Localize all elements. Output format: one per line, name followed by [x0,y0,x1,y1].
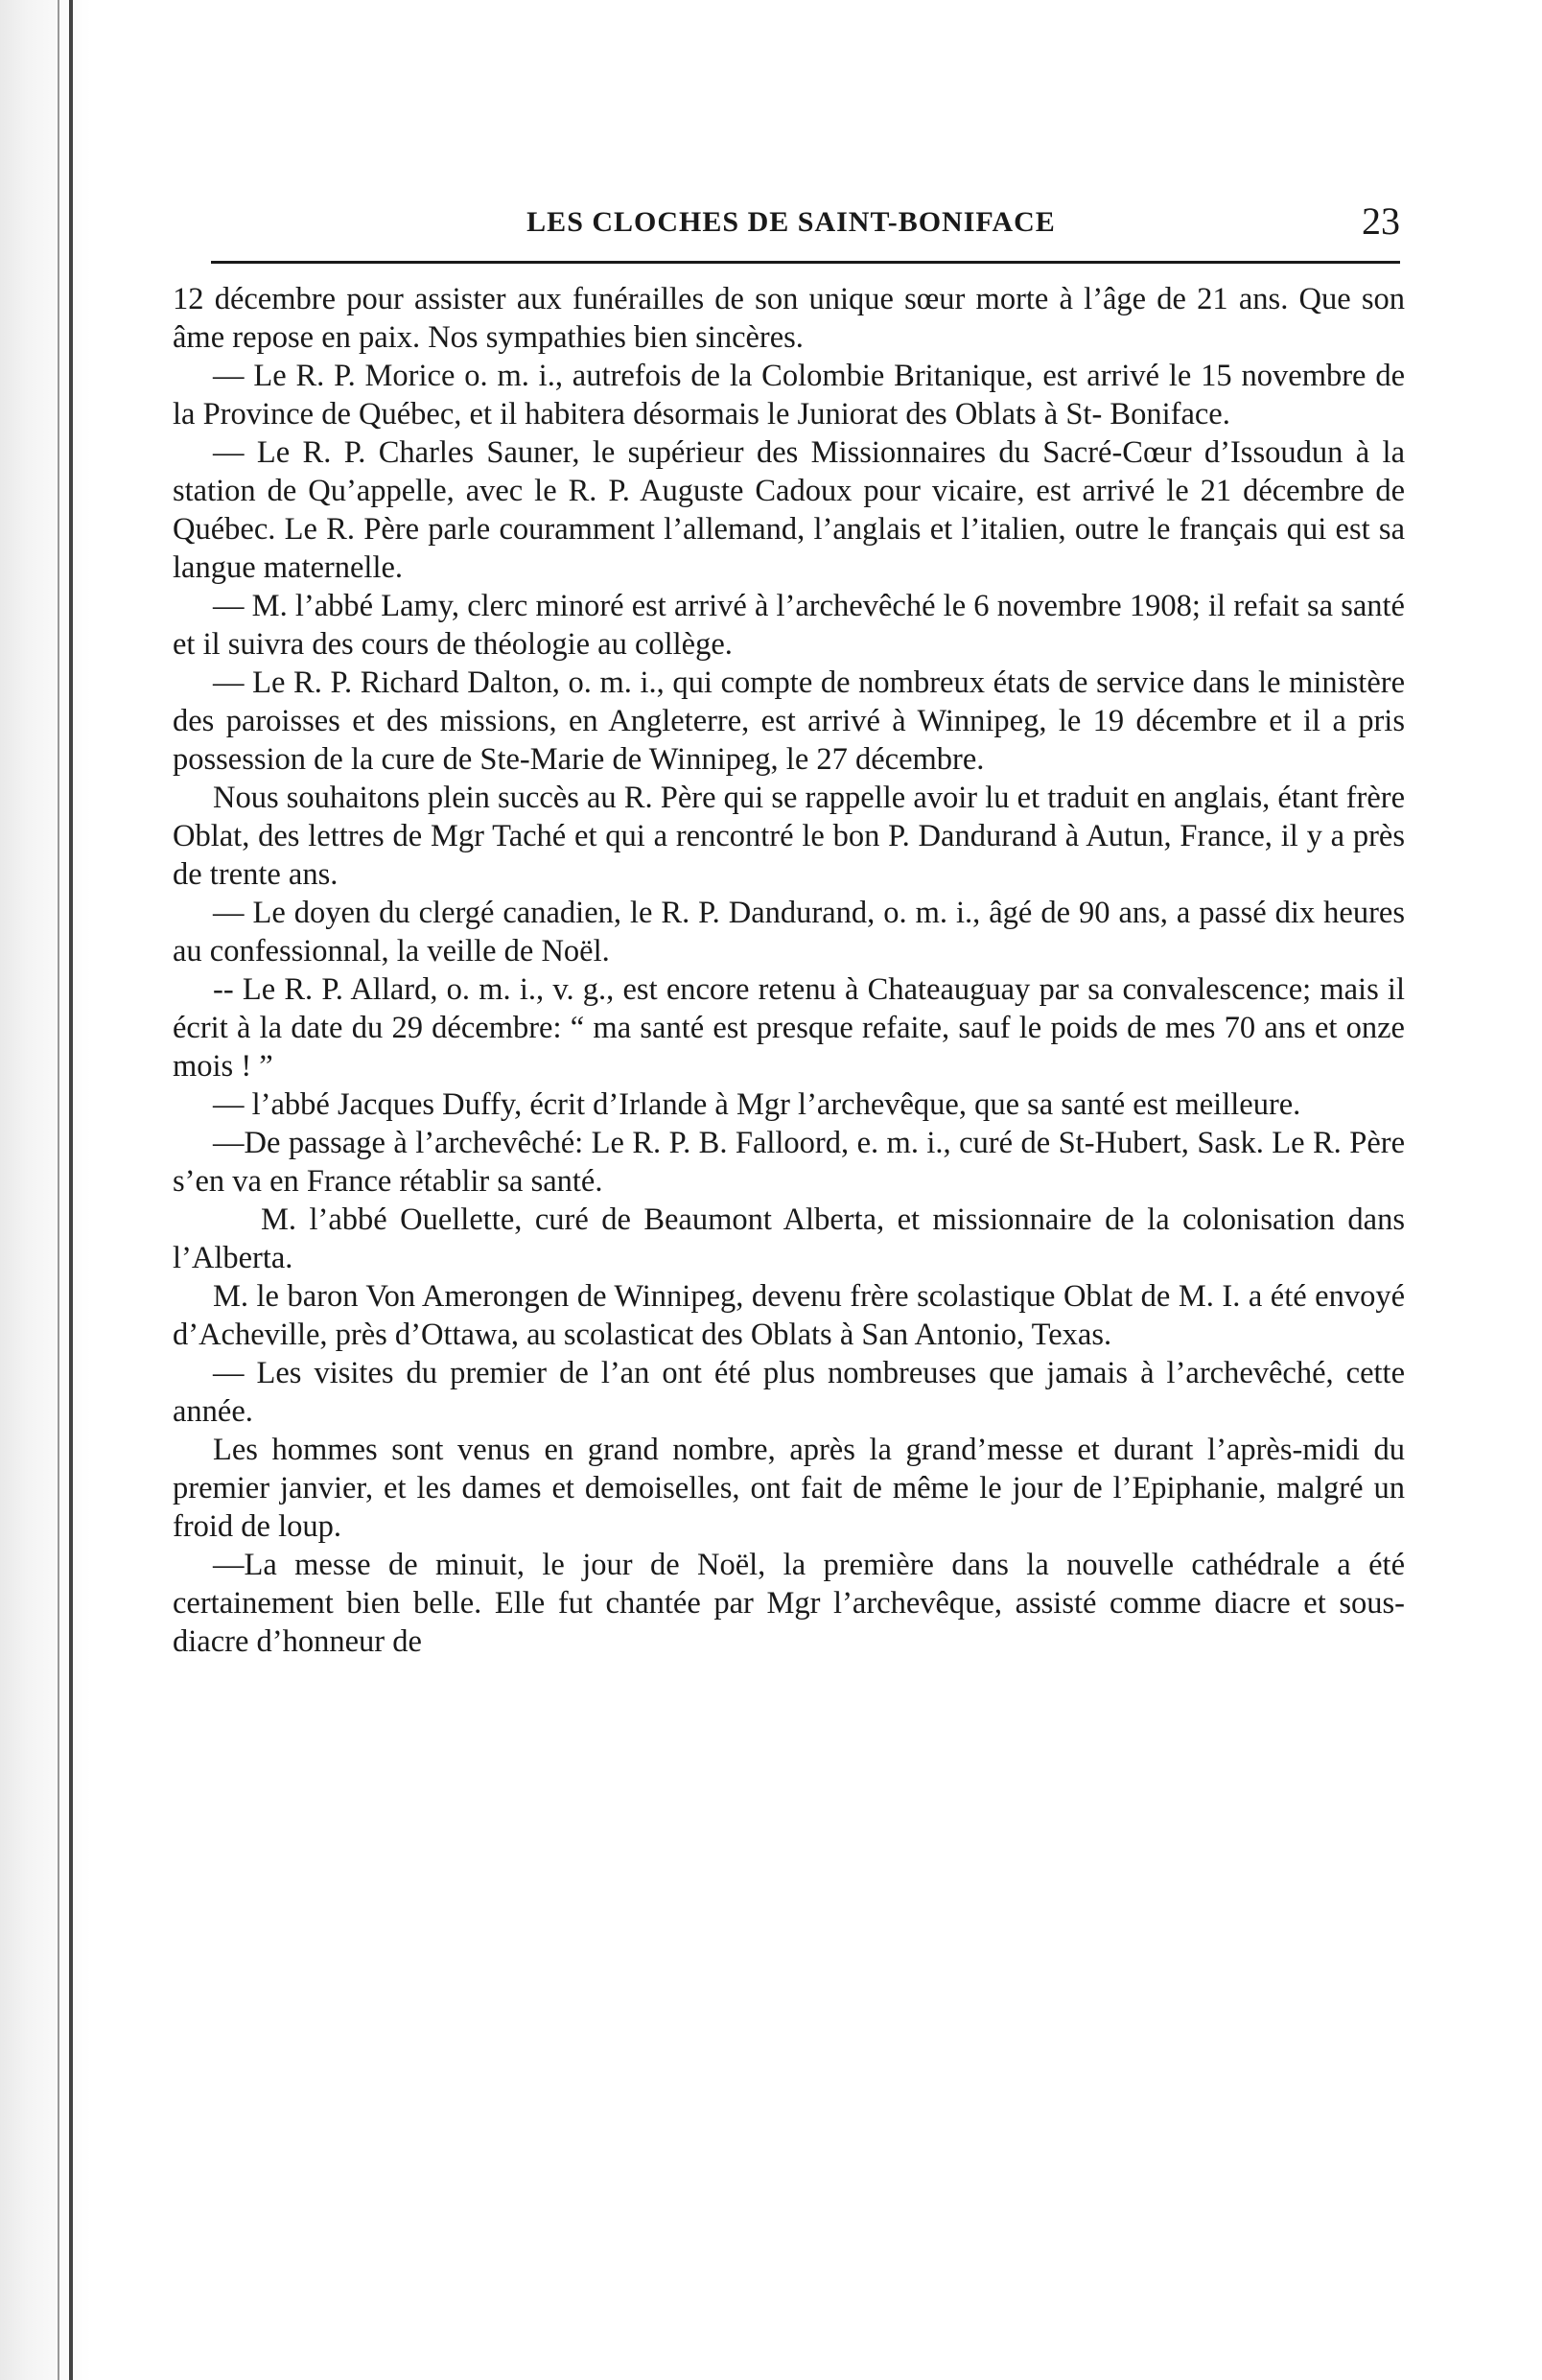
paragraph: -- Le R. P. Allard, o. m. i., v. g., est encore retenu à Chateauguay par sa convalescence; mais il écrit à la date du 29 décembre: “ ma santé est presque refaite, sauf le poids de mes 70 ans et onze mois ! ” [173,972,1405,1084]
page-header [182,197,1400,254]
paragraph: —La messe de minuit, le jour de Noël, la première dans la nouvelle cathédrale a été certainement bien belle. Elle fut chantée par Mgr l’archevêque, assisté comme diacre et sous-diacre d’honneur de [173,1548,1405,1659]
paragraph: M. l’abbé Ouellette, curé de Beaumont Alberta, et missionnaire de la colonisation dans l’Alberta. [173,1202,1405,1275]
paragraph: 12 décembre pour assister aux funérailles de son unique sœur morte à l’âge de 21 ans. Que son âme repose en paix. Nos sympathies bien sincères. [173,282,1405,355]
page-binding-line [69,0,73,2380]
page-binding-shadow [0,0,91,2380]
paragraph: — Le R. P. Richard Dalton, o. m. i., qui compte de nombreux états de service dans le ministère des paroisses et des missions, en Angleterre, est arrivé à Winnipeg, le 19 décembre et il a pris possession de la cure de Ste-Marie de Winnipeg, le 27 décembre. [173,665,1405,777]
paragraph: — Le R. P. Charles Sauner, le supérieur des Missionnaires du Sacré-Cœur d’Issoudun à la station de Qu’appelle, avec le R. P. Auguste Cadoux pour vicaire, est arrivé le 21 décembre de Québec. Le R. Père parle couramment l’allemand, l’anglais et l’italien, outre le français qui est sa langue maternelle. [173,435,1405,585]
paragraph: — Le R. P. Morice o. m. i., autrefois de la Colombie Britanique, est arrivé le 15 novembre de la Province de Québec, et il habitera désormais le Juniorat des Oblats à St- Boniface. [173,359,1405,432]
article-body [173,280,1405,1661]
paragraph: M. le baron Von Amerongen de Winnipeg, devenu frère scolastique Oblat de M. I. a été envoyé d’Acheville, près d’Ottawa, au scolasticat des Oblats à San Antonio, Texas. [173,1279,1405,1352]
running-title: LES CLOCHES DE SAINT-BONIFACE [526,206,1056,238]
paragraph: —De passage à l’archevêché: Le R. P. B. Falloord, e. m. i., curé de St-Hubert, Sask. Le R. Père s’en va en France rétablir sa santé. [173,1126,1405,1199]
paragraph: — M. l’abbé Lamy, clerc minoré est arrivé à l’archevêché le 6 novembre 1908; il refait sa santé et il suivra des cours de théologie au collège. [173,589,1405,662]
page-binding-line-faint [58,0,59,2380]
paragraph: Nous souhaitons plein succès au R. Père qui se rappelle avoir lu et traduit en anglais, étant frère Oblat, des lettres de Mgr Taché et qui a rencontré le bon P. Dandurand à Autun, France, il y a près de trente ans. [173,781,1405,892]
paragraph: Les hommes sont venus en grand nombre, après la grand’messe et durant l’après-midi du premier janvier, et les dames et demoiselles, ont fait de même le jour de l’Epiphanie, malgré un froid de loup. [173,1433,1405,1544]
paragraph: — Les visites du premier de l’an ont été plus nombreuses que jamais à l’archevêché, cette année. [173,1356,1405,1429]
header-rule [211,261,1400,264]
page-number: 23 [1362,199,1400,243]
paragraph: — l’abbé Jacques Duffy, écrit d’Irlande à Mgr l’archevêque, que sa santé est meilleure. [213,1087,1301,1122]
paragraph: — Le doyen du clergé canadien, le R. P. Dandurand, o. m. i., âgé de 90 ans, a passé dix heures au confessionnal, la veille de Noël. [173,896,1405,968]
